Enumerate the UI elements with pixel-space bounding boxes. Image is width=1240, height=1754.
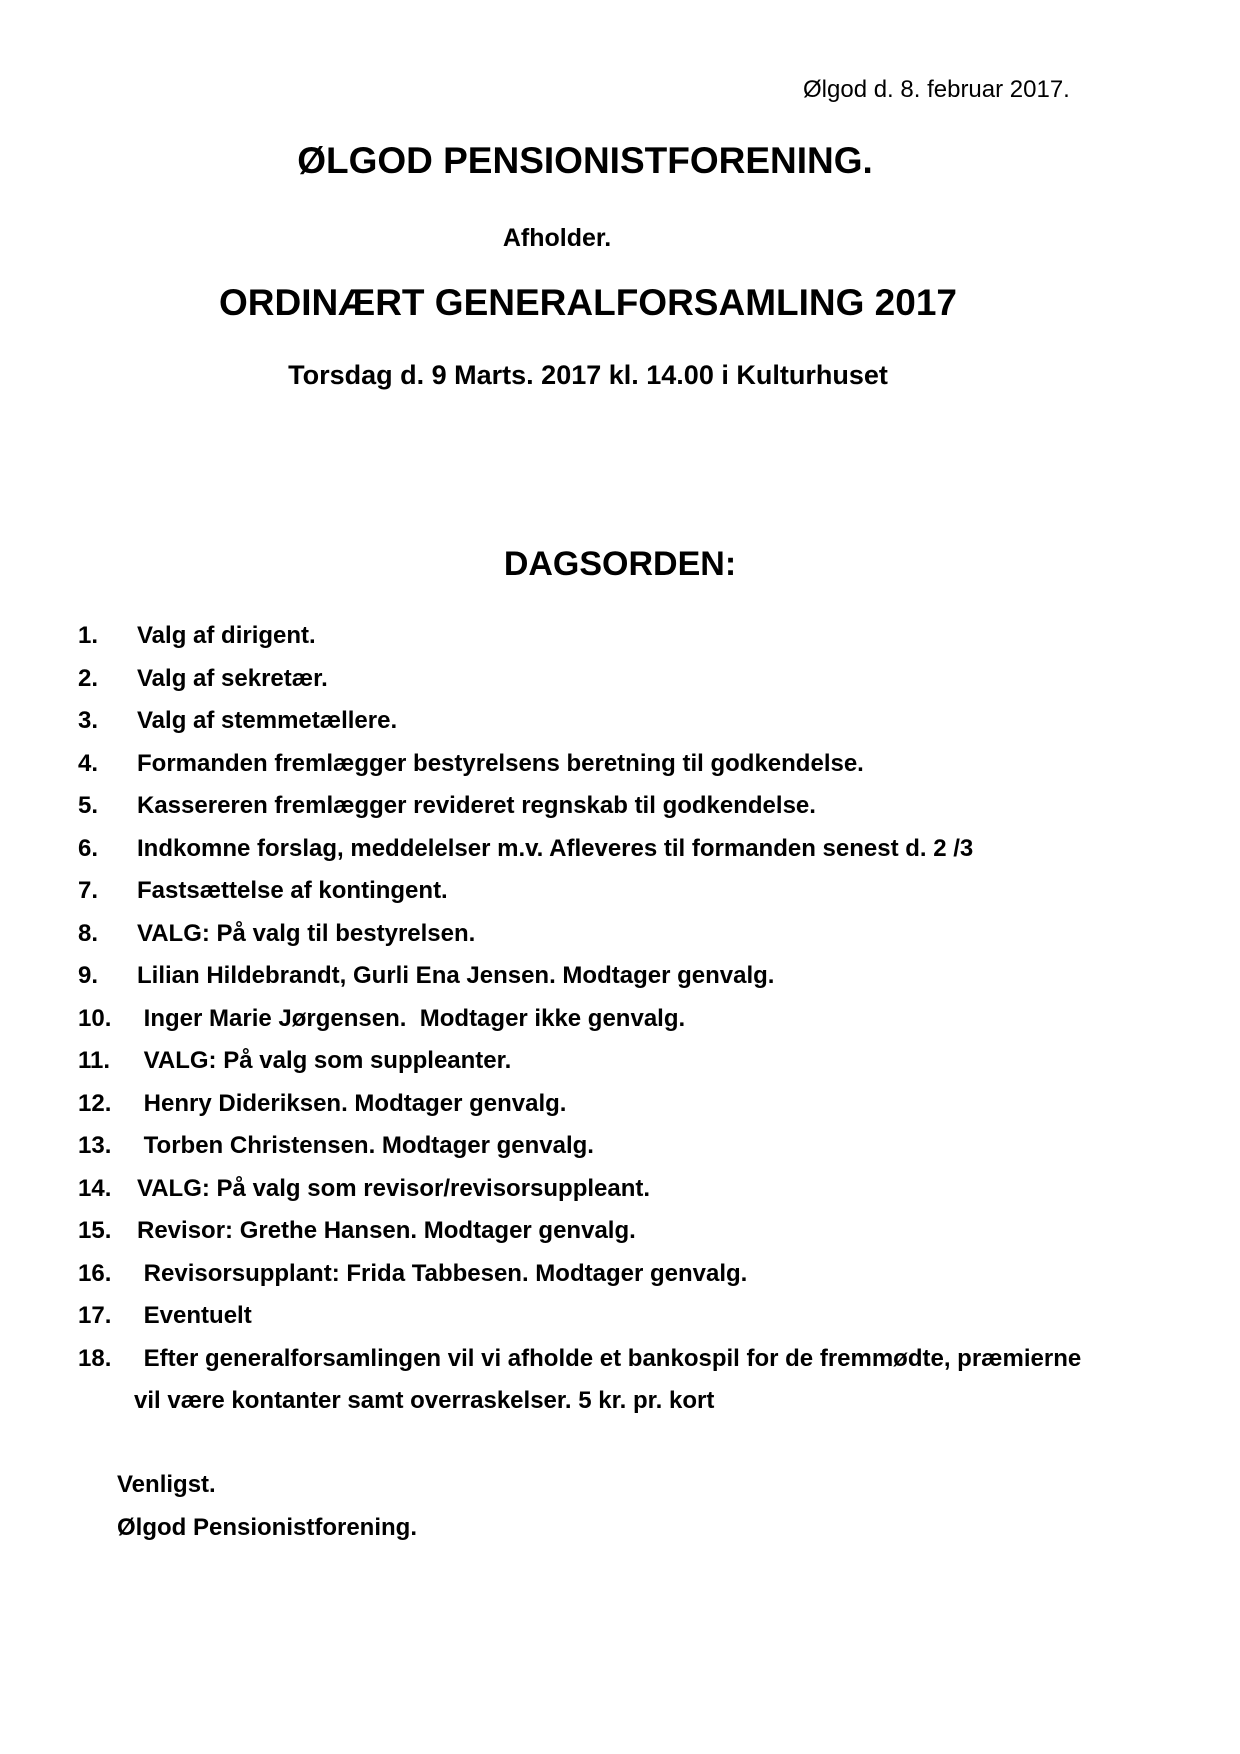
agenda-item-number: 9. — [78, 962, 99, 989]
agenda-item-number: 7. — [78, 877, 99, 904]
agenda-item-number: 15. — [78, 1217, 112, 1244]
agenda-item-text: Valg af sekretær. — [137, 664, 328, 692]
agenda-item-number: 1. — [78, 622, 99, 649]
agenda-item — [78, 828, 1178, 871]
closing-block — [117, 1463, 417, 1549]
agenda-item-text: Revisor: Grethe Hansen. Modtager genvalg. — [137, 1217, 636, 1244]
agenda-item — [78, 615, 1178, 658]
agenda-item-text: Torben Christensen. Modtager genvalg. — [137, 1132, 594, 1159]
agenda-list — [78, 615, 1178, 1423]
closing-signature: Ølgod Pensionistforening. — [117, 1514, 417, 1541]
agenda-item — [78, 743, 1178, 786]
agenda-item — [78, 1210, 1178, 1253]
agenda-item-number: 10. — [78, 1004, 112, 1032]
agenda-item-text: Efter generalforsamlingen vil vi afholde et bankospil for de fremmødte, præmierne — [137, 1344, 1082, 1372]
document-date: Ølgod d. 8. februar 2017. — [803, 76, 1070, 103]
agenda-item-number: 6. — [78, 834, 99, 862]
agenda-item-text: Inger Marie Jørgensen. Modtager ikke genvalg. — [137, 1004, 686, 1032]
organization-title: ØLGOD PENSIONISTFORENING. — [297, 140, 873, 181]
afholder-line: Afholder. — [502, 224, 612, 252]
agenda-item — [78, 700, 1178, 743]
agenda-item-number: 13. — [78, 1132, 112, 1159]
event-date-location: Torsdag d. 9 Marts. 2017 kl. 14.00 i Kulturhuset — [288, 360, 888, 390]
agenda-item-text: Formanden fremlægger bestyrelsens beretning til godkendelse. — [137, 749, 864, 777]
agenda-item — [78, 1083, 1178, 1126]
agenda-item-text: Fastsættelse af kontingent. — [137, 877, 448, 904]
agenda-item-text: VALG: På valg til bestyrelsen. — [137, 919, 476, 947]
agenda-item-number: 17. — [78, 1302, 112, 1329]
agenda-item-text: Henry Dideriksen. Modtager genvalg. — [137, 1089, 567, 1117]
agenda-item — [78, 658, 1178, 701]
agenda-heading: DAGSORDEN: — [503, 545, 737, 583]
agenda-item — [78, 1125, 1178, 1168]
agenda-item-text: Valg af stemmetællere. — [137, 707, 398, 734]
agenda-item-continuation: vil være kontanter samt overraskelser. 5 kr. pr. kort — [134, 1387, 715, 1414]
agenda-item-number: 3. — [78, 707, 99, 734]
agenda-item-number: 14. — [78, 1174, 112, 1202]
agenda-item-text: Kassereren fremlægger revideret regnskab til godkendelse. — [137, 792, 816, 819]
agenda-item — [78, 955, 1178, 998]
agenda-item-number: 18. — [78, 1344, 112, 1372]
agenda-item — [78, 870, 1178, 913]
agenda-item-text: Revisorsupplant: Frida Tabbesen. Modtager genvalg. — [137, 1259, 748, 1287]
agenda-item — [78, 1253, 1178, 1296]
agenda-item — [78, 913, 1178, 956]
event-title: ORDINÆRT GENERALFORSAMLING 2017 — [218, 282, 957, 323]
agenda-item-number: 2. — [78, 664, 99, 692]
agenda-item — [78, 1168, 1178, 1211]
agenda-item — [78, 998, 1178, 1041]
agenda-item-text: Indkomne forslag, meddelelser m.v. Afleveres til formanden senest d. 2 /3 — [137, 834, 974, 862]
agenda-item-number: 4. — [78, 749, 99, 777]
agenda-item-text: VALG: På valg som revisor/revisorsuppleant. — [137, 1174, 651, 1202]
agenda-item-number: 16. — [78, 1259, 112, 1287]
agenda-item-text: VALG: På valg som suppleanter. — [137, 1047, 512, 1074]
agenda-item-number: 11. — [78, 1047, 111, 1074]
agenda-item-text: Valg af dirigent. — [137, 622, 316, 649]
agenda-item-number: 8. — [78, 919, 99, 947]
agenda-item-number: 5. — [78, 792, 99, 819]
agenda-item-text: Lilian Hildebrandt, Gurli Ena Jensen. Modtager genvalg. — [137, 962, 775, 989]
agenda-item — [78, 1040, 1178, 1083]
agenda-item-number: 12. — [78, 1089, 112, 1117]
agenda-item-text: Eventuelt — [137, 1302, 252, 1329]
agenda-item — [78, 1338, 1178, 1381]
closing-greeting: Venligst. — [117, 1471, 216, 1498]
agenda-item — [78, 1295, 1178, 1338]
agenda-item — [78, 785, 1178, 828]
